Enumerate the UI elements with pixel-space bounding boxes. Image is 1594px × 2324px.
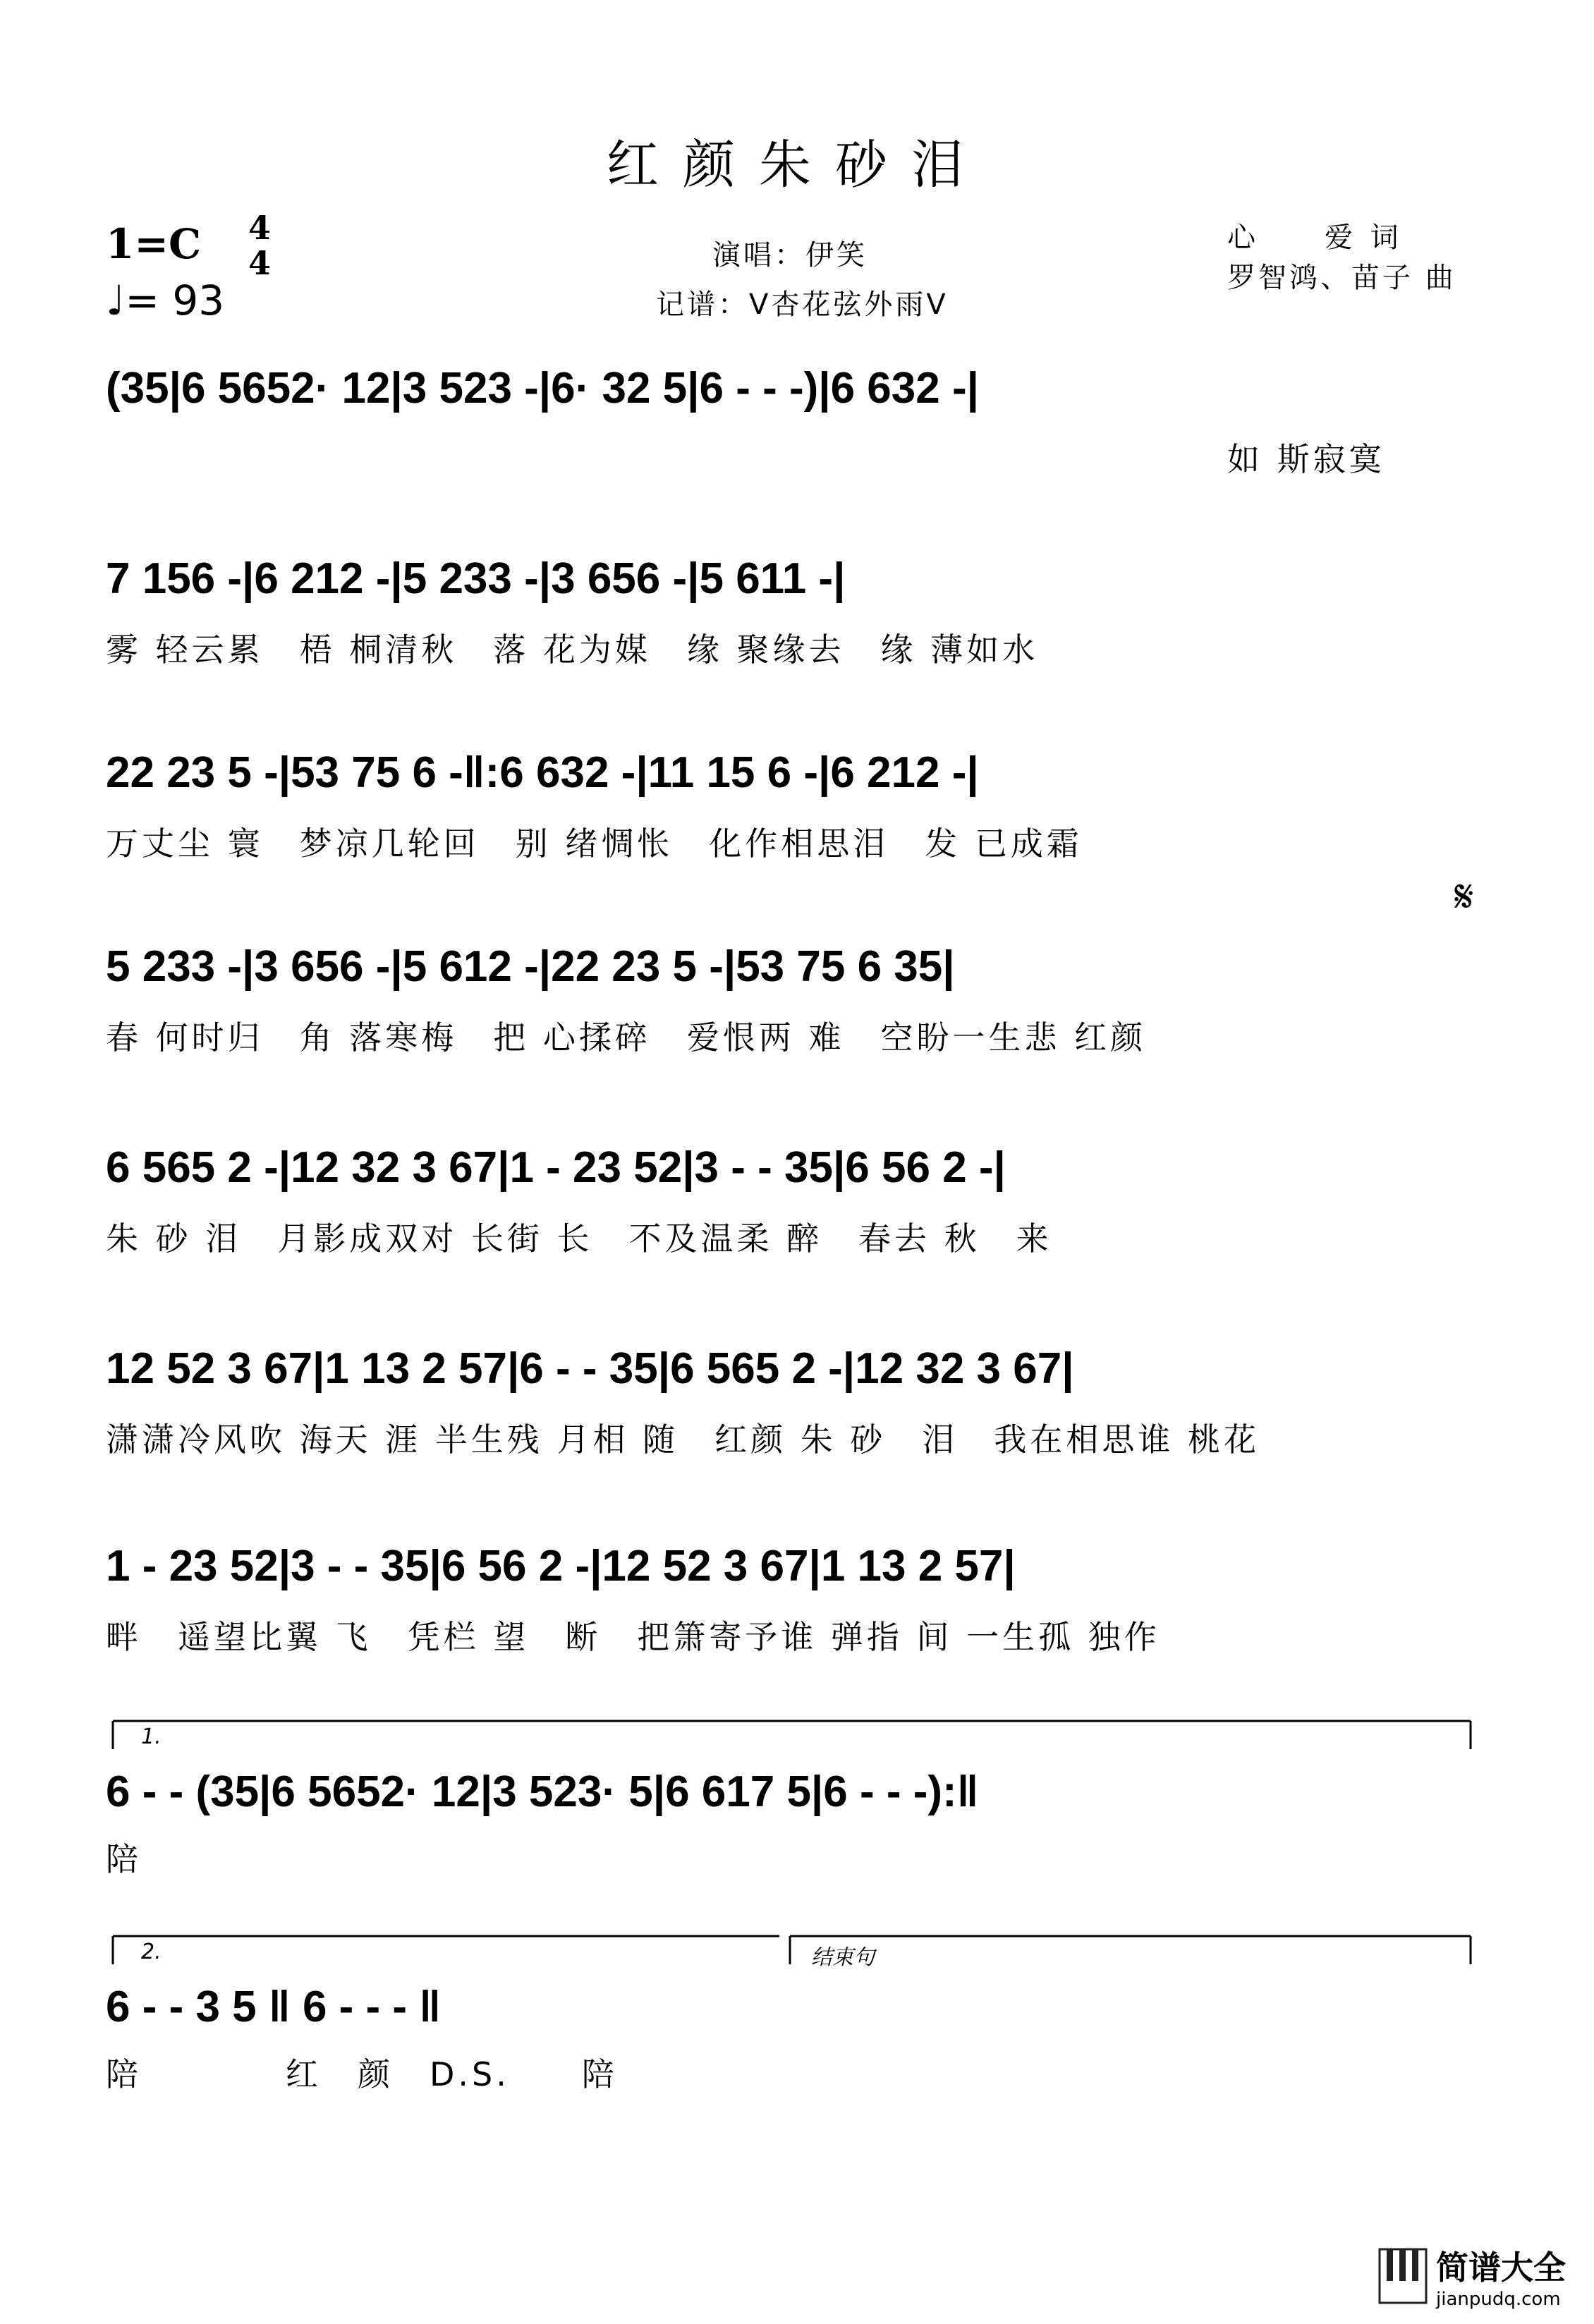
tempo-marking xyxy=(106,276,224,324)
notes-line: 6 565 2 -|12 32 3 67|1 - 23 52|3 - - 35|6 56 2 -| xyxy=(106,1143,1006,1192)
lyrics-line: 畔 遥望比翼 飞 凭栏 望 断 把箫寄予谁 弹指 间 一生孤 独作 xyxy=(106,1618,1160,1656)
lyrics-line: 陪 xyxy=(106,1840,142,1878)
transcriber-credit: 记谱：V杏花弦外雨V xyxy=(656,288,949,321)
logo-url: jianpudq.com xyxy=(1436,2289,1561,2310)
lyricist-credit: 心 爱 词 xyxy=(1227,221,1403,254)
lyrics-line: 潇潇冷风吹 海天 涯 半生残 月相 随 红颜 朱 砂 泪 我在相思谁 桃花 xyxy=(106,1420,1260,1459)
notes-line: 6 - - (35|6 5652· 12|3 523· 5|6 617 5|6 - - -):‖ xyxy=(106,1767,979,1816)
quarter-note-icon: ♩ xyxy=(106,276,126,324)
lyrics-line: 雾 轻云累 梧 桐清秋 落 花为媒 缘 聚缘去 缘 薄如水 xyxy=(106,631,1039,669)
singer-credit: 演唱：伊笑 xyxy=(712,239,868,272)
lyrics-line: 万丈尘 寰 梦凉几轮回 别 绪惆怅 化作相思泪 发 已成霜 xyxy=(106,825,1083,863)
volta-2-label: 2. xyxy=(141,1940,162,1964)
composer-credit: 罗智鸿、苗子 曲 xyxy=(1227,262,1456,294)
ending-label: 结束句 xyxy=(811,1945,875,1970)
site-logo xyxy=(1378,2242,1566,2310)
key-signature: 1=C xyxy=(106,220,202,268)
tempo-value: = 93 xyxy=(125,276,225,324)
notes-line: 6 - - 3 5 ‖ 6 - - - ‖ xyxy=(106,1982,442,2031)
time-signature-bottom: 4 xyxy=(248,244,272,282)
logo-text: 简谱大全 xyxy=(1436,2249,1566,2287)
lyrics-line: 如 斯寂寞 xyxy=(1227,440,1385,478)
notes-line: 12 52 3 67|1 13 2 57|6 - - 35|6 565 2 -|12 32 3 67| xyxy=(106,1344,1074,1393)
notes-line: 5 233 -|3 656 -|5 612 -|22 23 5 -|53 75 6 35| xyxy=(106,942,955,991)
time-signature-top: 4 xyxy=(248,209,272,247)
notes-line: 1 - 23 52|3 - - 35|6 56 2 -|12 52 3 67|1 13 2 57| xyxy=(106,1541,1016,1590)
lyrics-line: 朱 砂 泪 月影成双对 长街 长 不及温柔 醉 春去 秋 来 xyxy=(106,1219,1052,1258)
notes-line: (35|6 5652· 12|3 523 -|6· 32 5|6 - - -)|6 632 -| xyxy=(106,363,979,413)
song-title: 红颜朱砂泪 xyxy=(607,135,987,195)
lyrics-line: 陪 红 颜 D.S. 陪 xyxy=(106,2055,618,2093)
notes-line: 22 23 5 -|53 75 6 -‖:6 632 -|11 15 6 -|6 212 -| xyxy=(106,748,979,797)
volta-1-label: 1. xyxy=(141,1724,162,1749)
piano-keys-icon xyxy=(1378,2248,1428,2304)
notes-line: 7 156 -|6 212 -|5 233 -|3 656 -|5 611 -| xyxy=(106,554,846,603)
segno-sign: 𝄋 xyxy=(1454,871,1474,923)
lyrics-line: 春 何时归 角 落寒梅 把 心揉碎 爱恨两 难 空盼一生悲 红颜 xyxy=(106,1018,1147,1057)
